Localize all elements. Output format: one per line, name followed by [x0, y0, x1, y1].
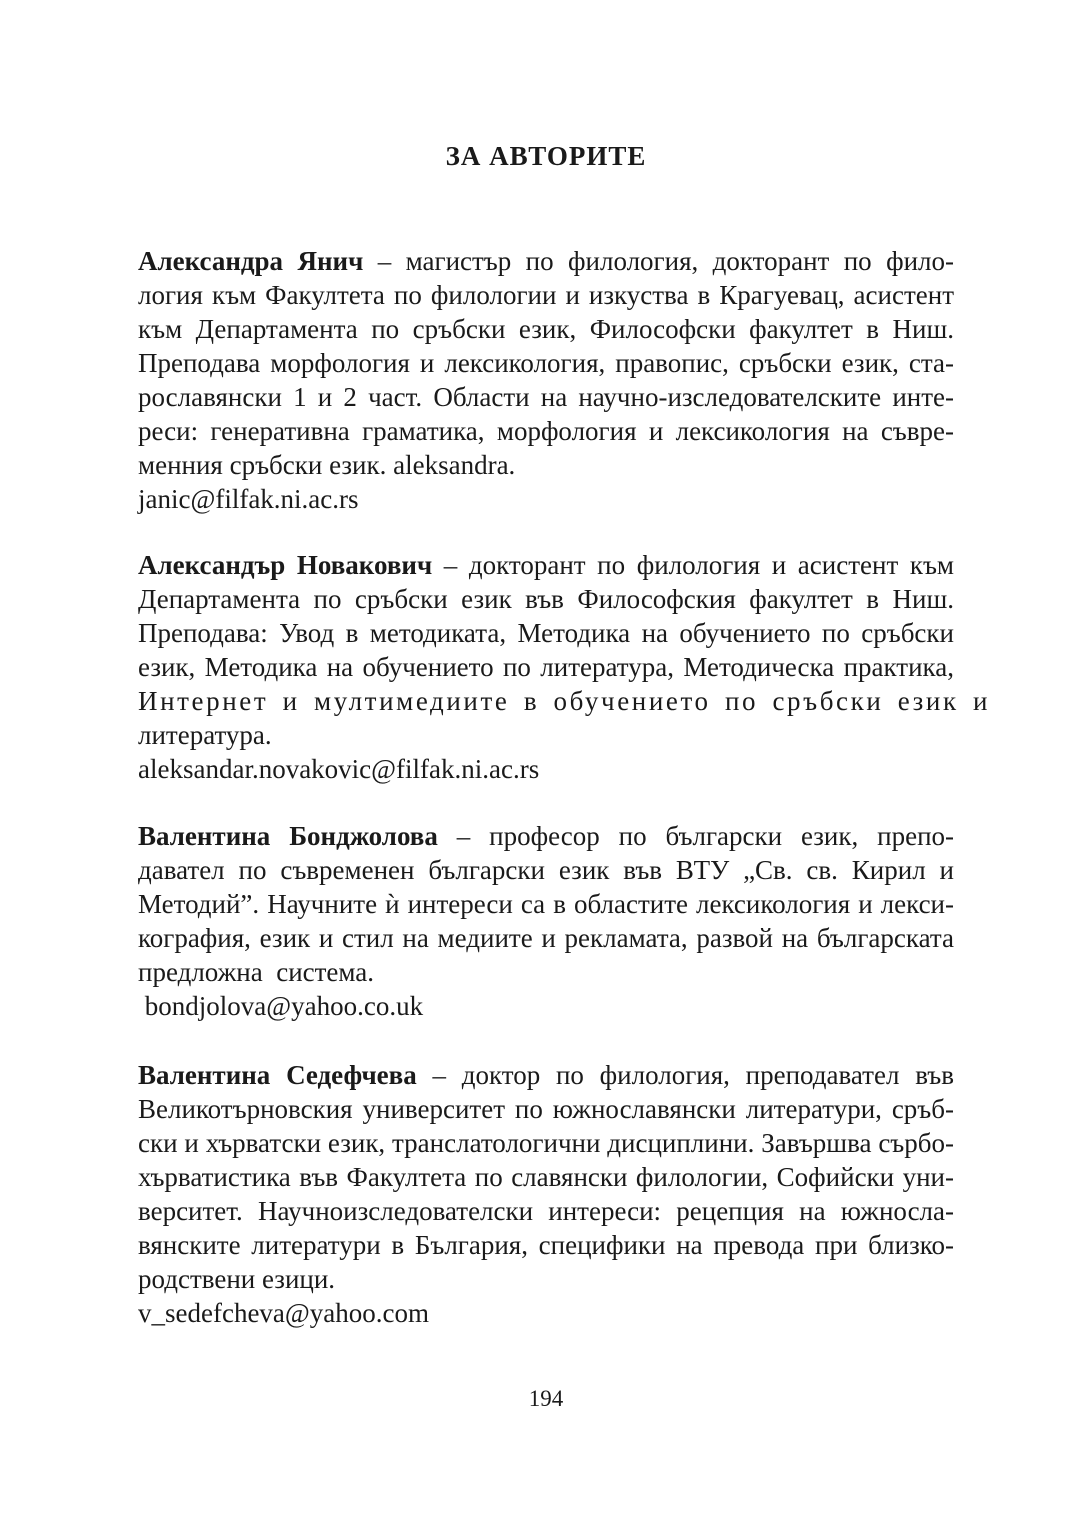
- page-number: 194: [528, 1386, 564, 1411]
- author-name: Александър Новакович: [138, 550, 433, 580]
- author-email: janic@filfak.ni.ac.rs: [138, 484, 359, 514]
- entry-first-line: [138, 548, 954, 582]
- entry-line: Интернет и мултимедиите в обучението по сръбски език и: [138, 686, 991, 716]
- entry-text: – магистър по филология, докторант по фило-: [363, 246, 954, 276]
- entry-line: рославянски 1 и 2 част. Области на научно-изследователските инте-: [138, 382, 954, 412]
- author-entry: [138, 244, 954, 516]
- author-name: Валентина Бонджолова: [138, 821, 438, 851]
- entry-line: Преподава: Увод в методиката, Методика на обучението по сръбски: [138, 618, 954, 648]
- entry-line: език, Методика на обучението по литература, Методическа практика,: [138, 652, 954, 682]
- author-entry: [138, 819, 954, 1023]
- entry-line: верситет. Научноизследователски интереси: рецепция на южносла-: [138, 1196, 954, 1226]
- author-name: Валентина Седефчева: [138, 1060, 417, 1090]
- entry-line: вянските литератури в България, специфики на превода при близко-: [138, 1230, 954, 1260]
- entry-line: кография, език и стил на медиите и рекламата, развой на българската: [138, 923, 954, 953]
- entry-text: – докторант по филология и асистент към: [432, 550, 954, 580]
- entry-first-line: [138, 819, 954, 853]
- entry-first-line: [138, 1058, 954, 1092]
- entry-line: Методий”. Научните ѝ интереси са в областите лексикология и лекси-: [138, 889, 954, 919]
- entry-line: Департамента по сръбски език във Философския факултет в Ниш.: [138, 584, 954, 614]
- entry-line: предложна система.: [138, 957, 375, 987]
- entry-line: литература.: [138, 720, 272, 750]
- author-email: bondjolova@yahoo.co.uk: [138, 991, 424, 1021]
- entry-line: давател по съвременен български език във ВТУ „Св. св. Кирил и: [138, 855, 954, 885]
- author-email: aleksandar.novakovic@filfak.ni.ac.rs: [138, 754, 540, 784]
- author-entry: [138, 548, 991, 786]
- page-title: ЗА АВТОРИТЕ: [445, 141, 647, 171]
- author-name: Александра Янич: [138, 246, 364, 276]
- entry-first-line: [138, 244, 954, 278]
- entry-line: Преподава морфология и лексикология, правопис, сръбски език, ста-: [138, 348, 954, 378]
- entry-text: – доктор по филология, преподавател във: [416, 1060, 954, 1090]
- entry-line: родствени езици.: [138, 1264, 336, 1294]
- author-email: v_sedefcheva@yahoo.com: [138, 1298, 430, 1328]
- entry-line: логия към Факултета по филологии и изкуства в Крагуевац, асистент: [138, 280, 954, 310]
- author-entry: [138, 1058, 954, 1330]
- entry-line: Великотърновския университет по южнославянски литератури, сръб-: [138, 1094, 954, 1124]
- entry-text: – професор по български език, препо-: [437, 821, 955, 851]
- entry-line: реси: генеративна граматика, морфология и лексикология на съвре-: [138, 416, 954, 446]
- entry-line: хърватистика във Факултета по славянски филологии, Софийски уни-: [138, 1162, 954, 1192]
- entry-line: ски и хърватски език, транслатологични дисциплини. Завършва сърбо-: [138, 1128, 954, 1158]
- entry-line: към Департамента по сръбски език, Философски факултет в Ниш.: [138, 314, 954, 344]
- entry-line: менния сръбски език. aleksandra.: [138, 450, 516, 480]
